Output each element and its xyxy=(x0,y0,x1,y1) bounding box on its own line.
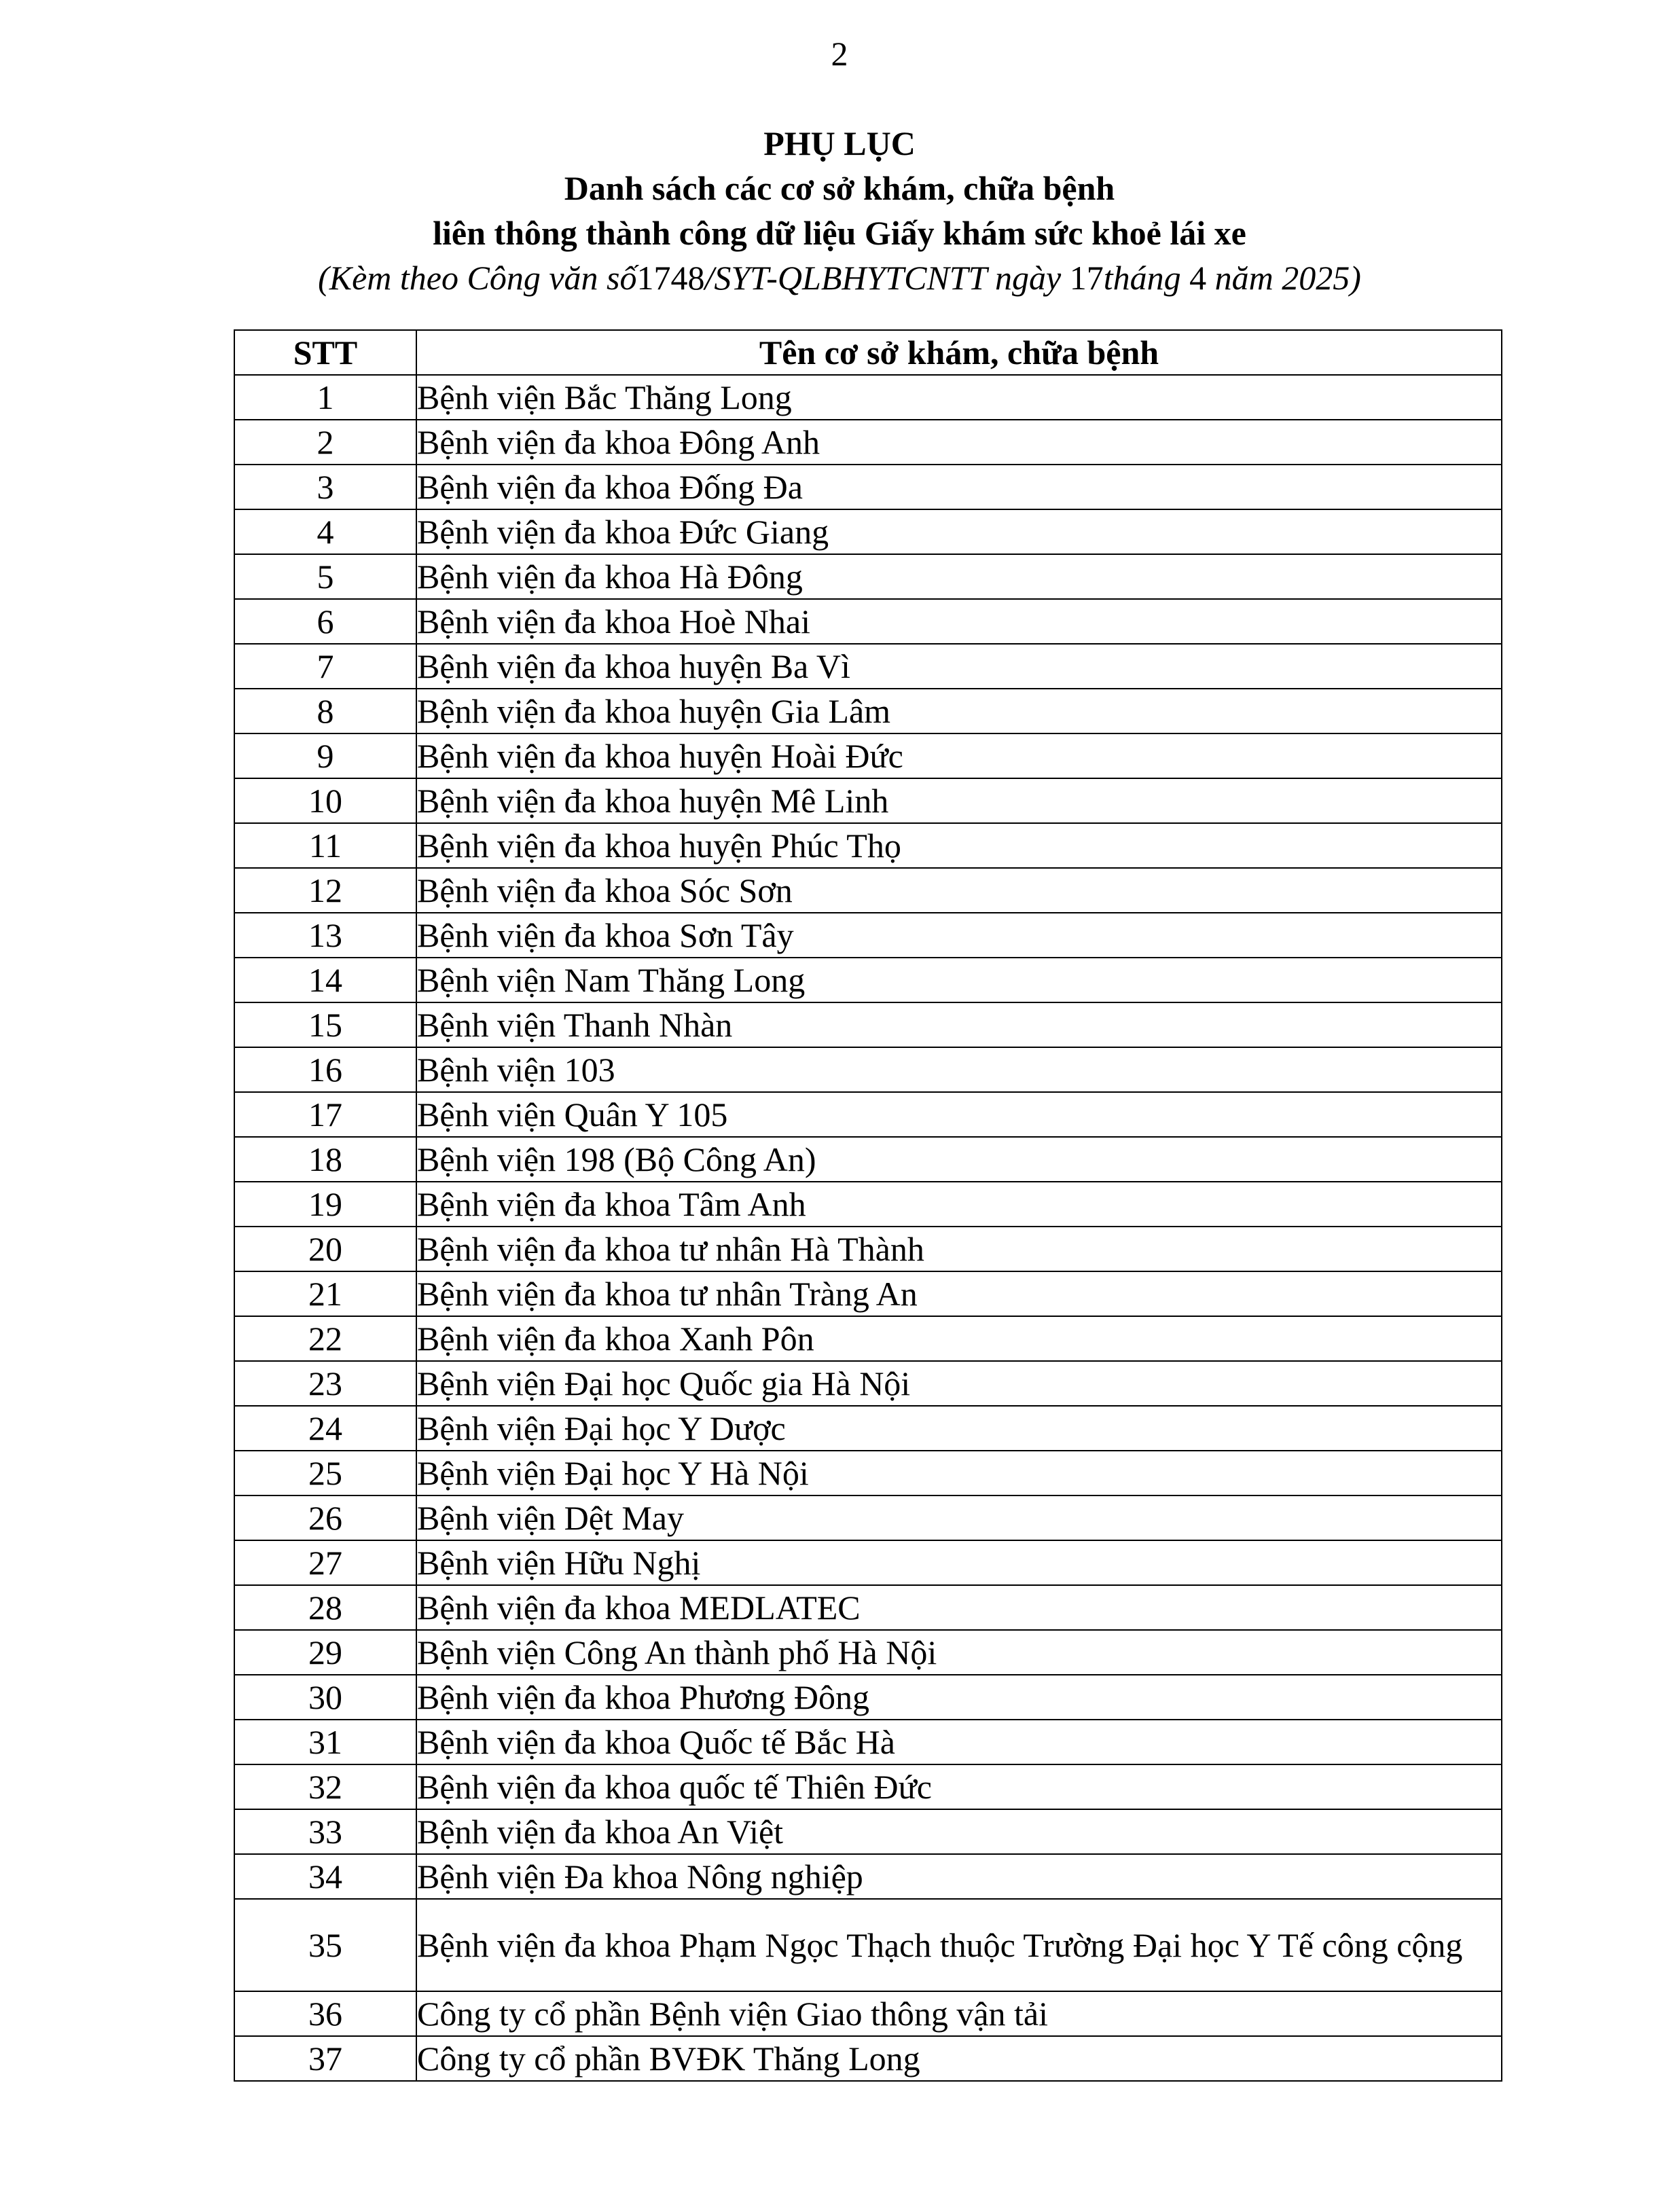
row-stt: 23 xyxy=(234,1361,416,1406)
row-facility-name: Bệnh viện Hữu Nghị xyxy=(416,1540,1502,1585)
table-row xyxy=(234,420,1502,465)
table-row xyxy=(234,1316,1502,1361)
row-stt: 13 xyxy=(234,913,416,958)
reference-year: năm 2025) xyxy=(1214,259,1361,297)
row-facility-name: Bệnh viện Đại học Y Dược xyxy=(416,1406,1502,1451)
row-stt: 25 xyxy=(234,1451,416,1495)
table-row xyxy=(234,1182,1502,1227)
row-facility-name: Bệnh viện đa khoa Sơn Tây xyxy=(416,913,1502,958)
row-stt: 3 xyxy=(234,465,416,509)
row-facility-name: Bệnh viện đa khoa Phạm Ngọc Thạch thuộc Trường Đại học Y Tế công cộng xyxy=(416,1899,1502,1991)
row-stt: 34 xyxy=(234,1854,416,1899)
row-facility-name: Bệnh viện đa khoa tư nhân Tràng An xyxy=(416,1271,1502,1316)
row-facility-name: Bệnh viện đa khoa Hoè Nhai xyxy=(416,599,1502,644)
table-row xyxy=(234,1720,1502,1764)
row-facility-name: Bệnh viện đa khoa Phương Đông xyxy=(416,1675,1502,1720)
row-facility-name: Bệnh viện Quân Y 105 xyxy=(416,1092,1502,1137)
table-row xyxy=(234,1137,1502,1182)
table-header-row xyxy=(234,330,1502,375)
row-facility-name: Bệnh viện đa khoa MEDLATEC xyxy=(416,1585,1502,1630)
table-row xyxy=(234,1764,1502,1809)
document-reference xyxy=(0,255,1679,300)
table-row xyxy=(234,1991,1502,2036)
row-stt: 12 xyxy=(234,868,416,913)
row-stt: 16 xyxy=(234,1047,416,1092)
table-row xyxy=(234,1227,1502,1271)
table-row xyxy=(234,1092,1502,1137)
reference-code: /SYT-QLBHYTCNTT ngày xyxy=(704,259,1062,297)
appendix-title: PHỤ LỤC xyxy=(763,124,916,162)
table-row xyxy=(234,1675,1502,1720)
row-facility-name: Công ty cổ phần Bệnh viện Giao thông vận tải xyxy=(416,1991,1502,2036)
row-stt: 6 xyxy=(234,599,416,644)
table-row xyxy=(234,1361,1502,1406)
table-body xyxy=(234,375,1502,2081)
table-row xyxy=(234,509,1502,554)
row-facility-name: Bệnh viện đa khoa Hà Đông xyxy=(416,554,1502,599)
row-facility-name: Bệnh viện đa khoa huyện Mê Linh xyxy=(416,778,1502,823)
table-row xyxy=(234,958,1502,1002)
row-stt: 8 xyxy=(234,689,416,733)
row-facility-name: Bệnh viện đa khoa tư nhân Hà Thành xyxy=(416,1227,1502,1271)
row-stt: 29 xyxy=(234,1630,416,1675)
appendix-subtitle-line-2: liên thông thành công dữ liệu Giấy khám sức khoẻ lái xe xyxy=(433,214,1246,252)
row-stt: 31 xyxy=(234,1720,416,1764)
row-facility-name: Bệnh viện đa khoa Đông Anh xyxy=(416,420,1502,465)
row-stt: 5 xyxy=(234,554,416,599)
table-row xyxy=(234,1854,1502,1899)
row-stt: 28 xyxy=(234,1585,416,1630)
row-stt: 2 xyxy=(234,420,416,465)
row-stt: 14 xyxy=(234,958,416,1002)
row-stt: 4 xyxy=(234,509,416,554)
row-stt: 21 xyxy=(234,1271,416,1316)
column-header-facility-name: Tên cơ sở khám, chữa bệnh xyxy=(416,330,1502,375)
row-stt: 24 xyxy=(234,1406,416,1451)
row-facility-name: Bệnh viện Nam Thăng Long xyxy=(416,958,1502,1002)
row-facility-name: Bệnh viện Thanh Nhàn xyxy=(416,1002,1502,1047)
row-facility-name: Bệnh viện đa khoa Đống Đa xyxy=(416,465,1502,509)
row-stt: 7 xyxy=(234,644,416,689)
row-facility-name: Bệnh viện Đại học Y Hà Nội xyxy=(416,1451,1502,1495)
row-stt: 17 xyxy=(234,1092,416,1137)
row-stt: 18 xyxy=(234,1137,416,1182)
row-facility-name: Bệnh viện đa khoa huyện Hoài Đức xyxy=(416,733,1502,778)
reference-month-label: tháng xyxy=(1103,259,1181,297)
reference-prefix: (Kèm theo Công văn số xyxy=(318,259,637,297)
row-facility-name: Bệnh viện đa khoa quốc tế Thiên Đức xyxy=(416,1764,1502,1809)
reference-month: 4 xyxy=(1189,259,1207,297)
row-stt: 11 xyxy=(234,823,416,868)
table-row xyxy=(234,1047,1502,1092)
row-stt: 36 xyxy=(234,1991,416,2036)
table-row xyxy=(234,1899,1502,1991)
table-row xyxy=(234,1630,1502,1675)
row-facility-name: Công ty cổ phần BVĐK Thăng Long xyxy=(416,2036,1502,2081)
row-facility-name: Bệnh viện đa khoa Sóc Sơn xyxy=(416,868,1502,913)
row-facility-name: Bệnh viện Dệt May xyxy=(416,1495,1502,1540)
row-stt: 30 xyxy=(234,1675,416,1720)
row-stt: 10 xyxy=(234,778,416,823)
page-number: 2 xyxy=(831,35,848,73)
table-row xyxy=(234,823,1502,868)
table-row xyxy=(234,465,1502,509)
table-row xyxy=(234,2036,1502,2081)
reference-number: 1748 xyxy=(636,259,705,297)
row-stt: 35 xyxy=(234,1899,416,1991)
table-row xyxy=(234,554,1502,599)
row-stt: 20 xyxy=(234,1227,416,1271)
table-row xyxy=(234,644,1502,689)
table-row xyxy=(234,913,1502,958)
row-facility-name: Bệnh viện 103 xyxy=(416,1047,1502,1092)
table-row xyxy=(234,1451,1502,1495)
row-facility-name: Bệnh viện đa khoa huyện Gia Lâm xyxy=(416,689,1502,733)
row-stt: 19 xyxy=(234,1182,416,1227)
table-row xyxy=(234,1002,1502,1047)
table-row xyxy=(234,1406,1502,1451)
row-facility-name: Bệnh viện đa khoa huyện Ba Vì xyxy=(416,644,1502,689)
table-row xyxy=(234,375,1502,420)
table-row xyxy=(234,689,1502,733)
row-stt: 33 xyxy=(234,1809,416,1854)
table-row xyxy=(234,1540,1502,1585)
row-stt: 26 xyxy=(234,1495,416,1540)
row-stt: 15 xyxy=(234,1002,416,1047)
row-stt: 1 xyxy=(234,375,416,420)
row-facility-name: Bệnh viện đa khoa Xanh Pôn xyxy=(416,1316,1502,1361)
row-facility-name: Bệnh viện Bắc Thăng Long xyxy=(416,375,1502,420)
row-stt: 27 xyxy=(234,1540,416,1585)
table-row xyxy=(234,1495,1502,1540)
row-facility-name: Bệnh viện Đại học Quốc gia Hà Nội xyxy=(416,1361,1502,1406)
row-stt: 32 xyxy=(234,1764,416,1809)
row-facility-name: Bệnh viện 198 (Bộ Công An) xyxy=(416,1137,1502,1182)
table-row xyxy=(234,1809,1502,1854)
table-row xyxy=(234,1271,1502,1316)
row-facility-name: Bệnh viện đa khoa An Việt xyxy=(416,1809,1502,1854)
row-stt: 22 xyxy=(234,1316,416,1361)
appendix-subtitle-line-1: Danh sách các cơ sở khám, chữa bệnh xyxy=(564,169,1115,207)
reference-day: 17 xyxy=(1069,259,1104,297)
row-facility-name: Bệnh viện đa khoa Tâm Anh xyxy=(416,1182,1502,1227)
row-facility-name: Bệnh viện Công An thành phố Hà Nội xyxy=(416,1630,1502,1675)
row-facility-name: Bệnh viện đa khoa huyện Phúc Thọ xyxy=(416,823,1502,868)
column-header-stt: STT xyxy=(234,330,416,375)
table-row xyxy=(234,733,1502,778)
document-header xyxy=(0,121,1679,300)
table-row xyxy=(234,778,1502,823)
table-row xyxy=(234,599,1502,644)
row-facility-name: Bệnh viện Đa khoa Nông nghiệp xyxy=(416,1854,1502,1899)
row-stt: 37 xyxy=(234,2036,416,2081)
facility-table xyxy=(234,329,1502,2082)
row-stt: 9 xyxy=(234,733,416,778)
table-row xyxy=(234,868,1502,913)
row-facility-name: Bệnh viện đa khoa Đức Giang xyxy=(416,509,1502,554)
row-facility-name: Bệnh viện đa khoa Quốc tế Bắc Hà xyxy=(416,1720,1502,1764)
table-row xyxy=(234,1585,1502,1630)
